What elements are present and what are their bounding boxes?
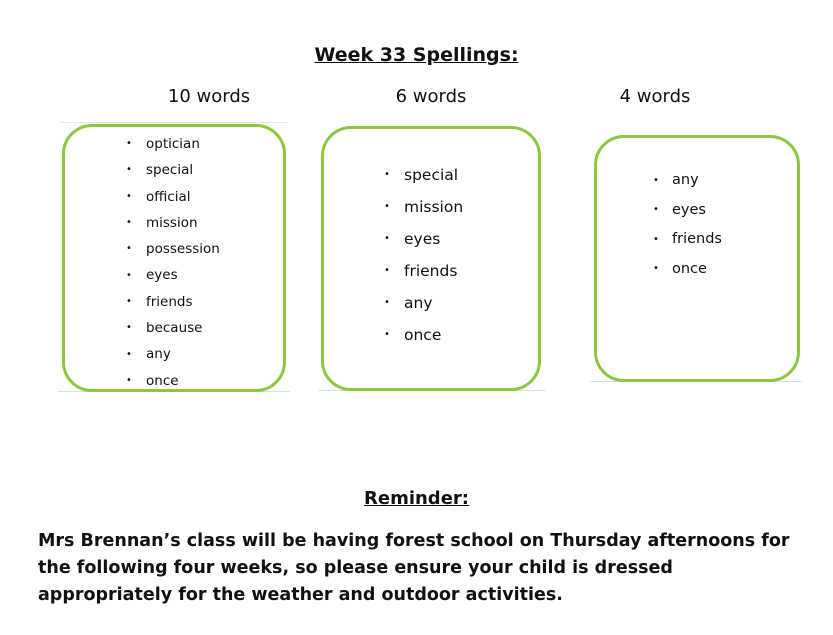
list-item — [384, 319, 538, 351]
word-list — [324, 129, 538, 351]
reminder-heading: Reminder: — [364, 488, 469, 509]
spelling-word: friends — [404, 262, 458, 280]
bullet-icon: • — [126, 295, 132, 307]
spelling-word: once — [672, 260, 707, 277]
spelling-word: possession — [146, 241, 220, 258]
bullet-icon: • — [384, 233, 390, 244]
spelling-word: mission — [146, 214, 198, 231]
bullet-icon: • — [653, 263, 659, 275]
list-item — [126, 184, 283, 210]
spelling-word: official — [146, 188, 191, 205]
spelling-word: special — [404, 166, 459, 184]
bullet-icon: • — [384, 297, 390, 308]
list-item — [384, 287, 538, 319]
bullet-icon: • — [126, 348, 132, 360]
spelling-word: friends — [146, 293, 193, 310]
list-item — [126, 236, 283, 262]
spelling-word: once — [146, 372, 179, 389]
page-title: Week 33 Spellings: — [314, 44, 519, 66]
list-item — [126, 341, 283, 367]
group-heading-6: 6 words — [395, 86, 467, 107]
list-item — [384, 191, 538, 223]
bullet-icon: • — [653, 233, 659, 245]
spelling-word: once — [404, 326, 442, 344]
bullet-icon: • — [126, 217, 132, 229]
bullet-icon: • — [126, 269, 132, 281]
list-item — [653, 166, 797, 196]
bullet-icon: • — [384, 265, 390, 276]
spelling-word: mission — [404, 198, 464, 216]
spelling-word: any — [146, 346, 171, 363]
list-item — [653, 255, 797, 285]
bullet-icon: • — [126, 322, 132, 334]
spelling-box-6-words — [321, 126, 541, 391]
bullet-icon: • — [384, 201, 390, 212]
reminder-text: Mrs Brennan’s class will be having forest school on Thursday afternoons for the following four weeks, so please ensure your child is dressed appropriately for the weather and outdoor activities. — [38, 531, 790, 605]
spelling-word: friends — [672, 231, 722, 247]
spelling-word: eyes — [404, 230, 441, 248]
list-item — [653, 196, 797, 226]
list-item — [653, 225, 797, 255]
list-item — [126, 210, 283, 236]
spelling-word: special — [146, 162, 194, 179]
spelling-word: any — [404, 294, 433, 312]
spelling-box-4-words — [594, 135, 800, 382]
list-item — [126, 289, 283, 315]
spelling-word: eyes — [672, 201, 706, 218]
list-item — [126, 315, 283, 341]
bullet-icon: • — [653, 204, 659, 216]
bullet-icon: • — [384, 169, 390, 180]
spelling-word: any — [672, 172, 699, 188]
bullet-icon: • — [126, 138, 132, 150]
spelling-word: optician — [146, 136, 200, 152]
list-item — [126, 131, 283, 157]
bullet-icon: • — [126, 164, 132, 176]
list-item — [384, 255, 538, 287]
list-item — [384, 159, 538, 191]
bullet-icon: • — [126, 190, 132, 202]
spelling-word: because — [146, 320, 203, 337]
bullet-icon: • — [126, 374, 132, 386]
box-guide-line — [60, 122, 288, 123]
bullet-icon: • — [126, 243, 132, 255]
word-list — [597, 138, 797, 284]
list-item — [126, 368, 283, 394]
group-heading-10: 10 words — [167, 86, 251, 107]
list-item — [384, 223, 538, 255]
spelling-box-10-words — [62, 124, 286, 392]
group-heading-4: 4 words — [619, 86, 691, 107]
list-item — [126, 157, 283, 183]
bullet-icon: • — [653, 174, 659, 186]
bullet-icon: • — [384, 329, 390, 340]
spelling-word: eyes — [146, 267, 178, 284]
word-list — [65, 127, 283, 394]
list-item — [126, 262, 283, 288]
